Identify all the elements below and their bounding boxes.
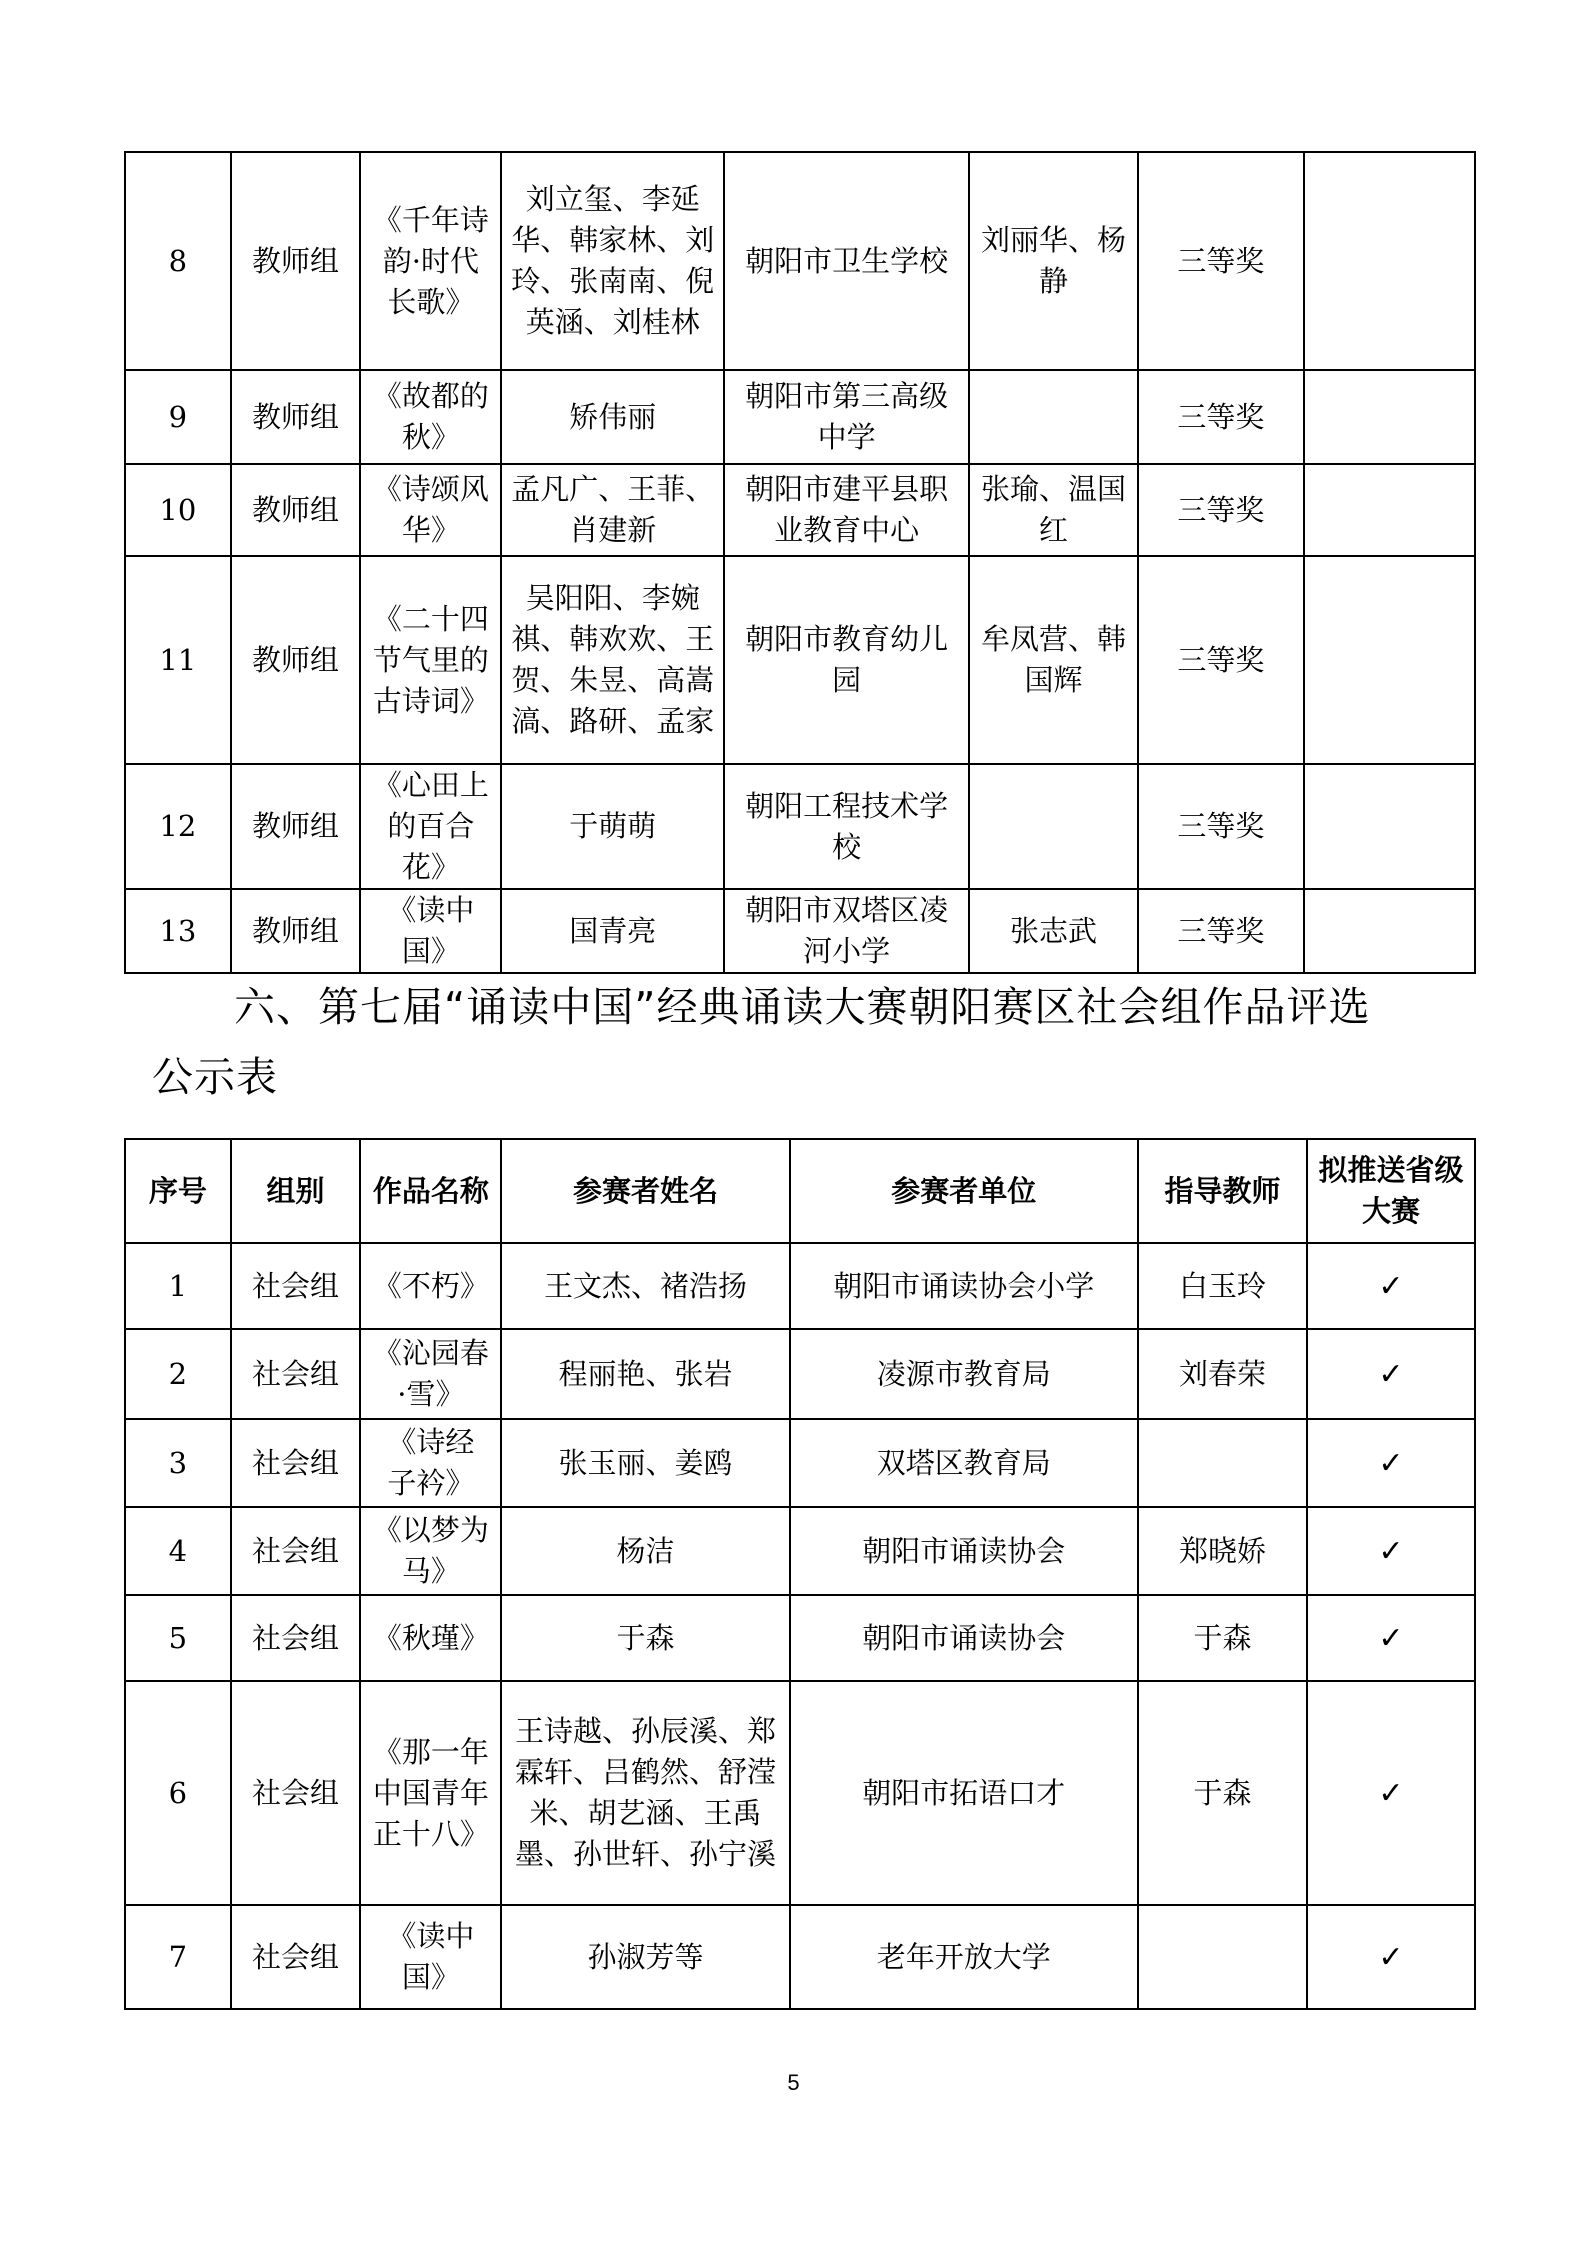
table-row [125, 1329, 1475, 1419]
table-row [125, 1243, 1475, 1329]
recommend-cell [1304, 370, 1475, 464]
check-icon: ✓ [1307, 1681, 1475, 1905]
work-title-cell: 《以梦为马》 [360, 1507, 501, 1595]
unit-cell: 朝阳市拓语口才 [790, 1681, 1138, 1905]
header-work: 作品名称 [360, 1139, 501, 1243]
unit-cell: 老年开放大学 [790, 1905, 1138, 2009]
row-number: 2 [125, 1329, 231, 1419]
table-header-row [125, 1139, 1475, 1243]
table-row [125, 1507, 1475, 1595]
check-icon: ✓ [1307, 1243, 1475, 1329]
participants-cell: 王诗越、孙辰溪、郑霖轩、吕鹤然、舒滢米、胡艺涵、王禹墨、孙世轩、孙宁溪 [501, 1681, 789, 1905]
award-cell: 三等奖 [1138, 764, 1304, 889]
work-title-cell: 《二十四节气里的古诗词》 [360, 556, 501, 764]
teacher-cell: 张志武 [969, 889, 1138, 973]
section-heading [152, 972, 1452, 1112]
award-cell: 三等奖 [1138, 152, 1304, 370]
participants-cell: 杨洁 [501, 1507, 789, 1595]
participants-cell: 刘立玺、李延华、韩家林、刘玲、张南南、倪英涵、刘桂林 [501, 152, 724, 370]
work-title-cell: 《秋瑾》 [360, 1595, 501, 1681]
recommend-cell [1304, 764, 1475, 889]
row-number: 13 [125, 889, 231, 973]
work-title-cell: 《读中国》 [360, 1905, 501, 2009]
recommend-cell [1304, 556, 1475, 764]
recommend-cell [1304, 152, 1475, 370]
header-recommend: 拟推送省级大赛 [1307, 1139, 1475, 1243]
table-row [125, 152, 1475, 370]
row-number: 9 [125, 370, 231, 464]
teacher-cell: 郑晓娇 [1138, 1507, 1307, 1595]
table-row [125, 464, 1475, 556]
group-cell: 社会组 [231, 1329, 361, 1419]
unit-cell: 朝阳市建平县职业教育中心 [724, 464, 969, 556]
work-title-cell: 《读中国》 [360, 889, 501, 973]
check-icon: ✓ [1307, 1419, 1475, 1507]
teacher-cell [1138, 1419, 1307, 1507]
group-cell: 社会组 [231, 1905, 361, 2009]
unit-cell: 朝阳市诵读协会 [790, 1507, 1138, 1595]
section-heading-line2: 公示表 [152, 1053, 278, 1101]
unit-cell: 朝阳市诵读协会 [790, 1595, 1138, 1681]
table-row [125, 1681, 1475, 1905]
table-row [125, 556, 1475, 764]
group-cell: 社会组 [231, 1243, 361, 1329]
teacher-cell: 牟凤营、韩国辉 [969, 556, 1138, 764]
work-title-cell: 《千年诗韵·时代长歌》 [360, 152, 501, 370]
work-title-cell: 《沁园春·雪》 [360, 1329, 501, 1419]
group-cell: 教师组 [231, 152, 361, 370]
teacher-cell: 于森 [1138, 1681, 1307, 1905]
section-heading-line1: 六、第七届“诵读中国”经典诵读大赛朝阳赛区社会组作品评选 [234, 983, 1371, 1031]
award-cell: 三等奖 [1138, 370, 1304, 464]
row-number: 1 [125, 1243, 231, 1329]
teacher-cell: 白玉玲 [1138, 1243, 1307, 1329]
row-number: 12 [125, 764, 231, 889]
teacher-cell: 刘丽华、杨静 [969, 152, 1138, 370]
check-icon: ✓ [1307, 1507, 1475, 1595]
unit-cell: 朝阳市诵读协会小学 [790, 1243, 1138, 1329]
participants-cell: 于萌萌 [501, 764, 724, 889]
participants-cell: 国青亮 [501, 889, 724, 973]
check-icon: ✓ [1307, 1329, 1475, 1419]
participants-cell: 程丽艳、张岩 [501, 1329, 789, 1419]
teacher-cell: 张瑜、温国红 [969, 464, 1138, 556]
row-number: 10 [125, 464, 231, 556]
table-row [125, 1595, 1475, 1681]
teacher-cell [969, 764, 1138, 889]
check-icon: ✓ [1307, 1595, 1475, 1681]
award-cell: 三等奖 [1138, 464, 1304, 556]
group-cell: 教师组 [231, 764, 361, 889]
group-cell: 社会组 [231, 1507, 361, 1595]
group-cell: 教师组 [231, 556, 361, 764]
table-row [125, 1419, 1475, 1507]
teacher-cell: 于森 [1138, 1595, 1307, 1681]
header-participants: 参赛者姓名 [501, 1139, 789, 1243]
header-unit: 参赛者单位 [790, 1139, 1138, 1243]
work-title-cell: 《心田上的百合花》 [360, 764, 501, 889]
unit-cell: 凌源市教育局 [790, 1329, 1138, 1419]
unit-cell: 双塔区教育局 [790, 1419, 1138, 1507]
table-row [125, 889, 1475, 973]
page-number: 5 [787, 2070, 800, 2095]
participants-cell: 矫伟丽 [501, 370, 724, 464]
table-row [125, 370, 1475, 464]
award-cell: 三等奖 [1138, 556, 1304, 764]
participants-cell: 王文杰、褚浩扬 [501, 1243, 789, 1329]
group-cell: 教师组 [231, 464, 361, 556]
work-title-cell: 《诗经 子衿》 [360, 1419, 501, 1507]
recommend-cell [1304, 464, 1475, 556]
row-number: 4 [125, 1507, 231, 1595]
table-row [125, 1905, 1475, 2009]
check-icon: ✓ [1307, 1905, 1475, 2009]
table-row [125, 764, 1475, 889]
row-number: 7 [125, 1905, 231, 2009]
group-cell: 社会组 [231, 1419, 361, 1507]
row-number: 8 [125, 152, 231, 370]
header-teacher: 指导教师 [1138, 1139, 1307, 1243]
participants-cell: 吴阳阳、李婉祺、韩欢欢、王贺、朱昱、高嵩滈、路研、孟家 [501, 556, 724, 764]
teacher-cell [969, 370, 1138, 464]
teacher-cell [1138, 1905, 1307, 2009]
unit-cell: 朝阳市教育幼儿园 [724, 556, 969, 764]
row-number: 3 [125, 1419, 231, 1507]
teacher-awards-table-continued [124, 151, 1476, 974]
teacher-cell: 刘春荣 [1138, 1329, 1307, 1419]
participants-cell: 孙淑芳等 [501, 1905, 789, 2009]
row-number: 6 [125, 1681, 231, 1905]
group-cell: 社会组 [231, 1681, 361, 1905]
row-number: 5 [125, 1595, 231, 1681]
unit-cell: 朝阳工程技术学校 [724, 764, 969, 889]
work-title-cell: 《诗颂风华》 [360, 464, 501, 556]
work-title-cell: 《那一年中国青年正十八》 [360, 1681, 501, 1905]
recommend-cell [1304, 889, 1475, 973]
participants-cell: 孟凡广、王菲、肖建新 [501, 464, 724, 556]
group-cell: 教师组 [231, 370, 361, 464]
social-group-table [124, 1138, 1476, 2010]
work-title-cell: 《故都的秋》 [360, 370, 501, 464]
group-cell: 教师组 [231, 889, 361, 973]
participants-cell: 于森 [501, 1595, 789, 1681]
participants-cell: 张玉丽、姜鸥 [501, 1419, 789, 1507]
work-title-cell: 《不朽》 [360, 1243, 501, 1329]
header-group: 组别 [231, 1139, 361, 1243]
award-cell: 三等奖 [1138, 889, 1304, 973]
unit-cell: 朝阳市卫生学校 [724, 152, 969, 370]
group-cell: 社会组 [231, 1595, 361, 1681]
header-no: 序号 [125, 1139, 231, 1243]
unit-cell: 朝阳市双塔区凌河小学 [724, 889, 969, 973]
unit-cell: 朝阳市第三高级中学 [724, 370, 969, 464]
row-number: 11 [125, 556, 231, 764]
